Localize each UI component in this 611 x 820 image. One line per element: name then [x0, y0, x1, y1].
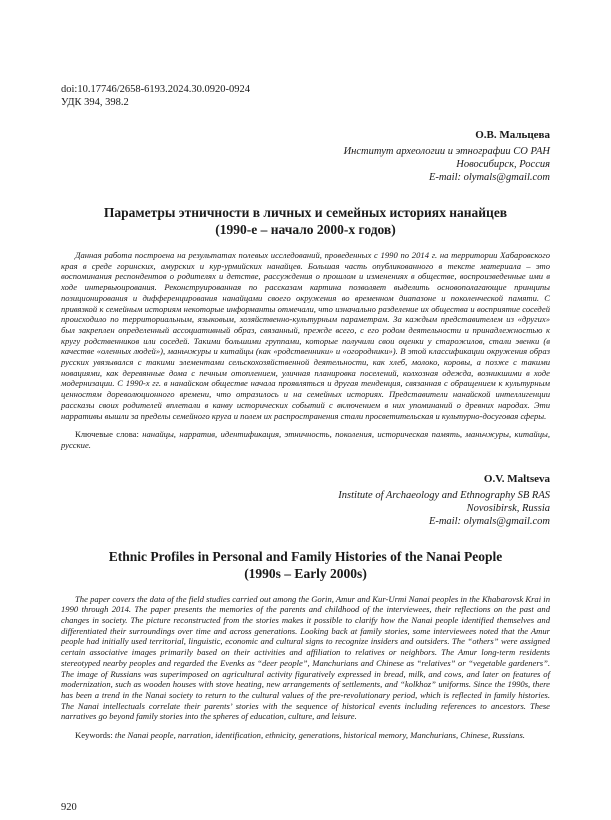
title-ru-line1: Параметры этничности в личных и семейных историях нанайцев — [103, 205, 508, 220]
keywords-label-ru: Ключевые слова: — [75, 429, 139, 440]
article-page — [61, 83, 550, 741]
email-ru: E-mail: olymals@gmail.com — [428, 172, 550, 183]
page-number: 920 — [61, 802, 77, 813]
title-en-line1: Ethnic Profiles in Personal and Family Histories of the Nanai People — [108, 548, 503, 564]
title-en-line2: (1990s – Early 2000s) — [244, 565, 367, 581]
city-ru: Новосибирск, Россия — [456, 159, 550, 170]
keywords-label-en: Keywords: — [75, 730, 113, 741]
keywords-text-ru: нанайцы, нарратив, идентификация, этничность, поколения, историческая память, маньчжуры, китайцы, русские. — [61, 429, 550, 450]
abstract-en: The paper covers the data of the field studies carried out among the Gorin, Amur and Kur-Urmi Nanai peoples in the Khabarovsk Krai in 1990 through 2014. The paper presents the memories of the parents and childhood of the interviewees, their reflections on the past and changes in society. The picture reconstructed from the stories makes it possible to clarify how the Nanai people identified themselves and differentiated their surroundings over time and across generations. Looking back at family stories, some interviewees noted that the Amur people had initially used territorial, linguistic, economic and cultural signs to recognize insiders and outsiders. The “others” were assigned certain associative images primarily based on their activities and affiliation to relatives or neighbors. The Amur long-term residents stereotyped nearby peoples and regarded the Evenks as “deer people”, Manchurians and Chinese as “relatives” or “vegetable gardeners”. The image of Russians was superimposed on agricultural activity figuratively expressed in bread, milk, and cows, and later on features of modernization, such as wooden houses with stove heating, new arrangements of settlements, and “kolkhoz” uniforms. Since the 1990s, there has been a trend in the Nanai society to return to the cultural values of the pre-revolutionary period, which is reflected in family histories. The Nanai intellectuals correlate their parents’ stories with the sequence of historical events including references to ancestors. These narratives go beyond family stories into the spheres of education, culture, and leisure. — [61, 593, 550, 722]
abstract-ru: Данная работа построена на результатах полевых исследований, проведенных с 1990 по 2014 г. на территории Хабаровского края в среде горинских, амурских и кур-урмийских нанайцев. Большая часть опубликованного в тексте материала – это воспоминания респондентов о родителях и детстве, рассуждения о прошлом и изменениях в обществе, воспроизведенные ими в ходе интервьюирования. Реконструированная по рассказам картина позволяет выделить основополагающие принципы позиционирования и дифференцирования нанайцами своего окружения во временном диапазоне и поколенческой памяти. С привязкой к семейным историям некоторые информанты отмечали, что изначально разделение их общества и восприятие соседей происходило по территориальным, языковым, хозяйственно-культурным параметрам. За каждым представителем из «других» был закреплен определенный ассоциативный образ, связанный, прежде всего, с его родом деятельности и принадлежностью к кругу родственников или соседей. Такими большими группами, которые получили свои оценки у старожилов, стали эвенки (в качестве «оленных людей»), маньчжуры и китайцы (как «родственники» и «огородники»). В этой классификации окружения образ русских увязывался с такими элементами сельскохозяйственной деятельности, как хлеб, молоко, коровы, а позже с такими новациями, как деревянные дома с печным отоплением, уличная планировка поселений, колхозная одежда, возникшими в ходе модернизации. С 1990-х гг. в нанайском обществе начала проявляться и другая тенденция, связанная с обращением к культурным ценностям дореволюционного времени, что отразилось и на семейных историях. Представители нанайской интеллигенции рассказы своих родителей вплетали в канву исторических событий с включением в них упоминаний о древних народах. Эти нарративы вышли за пределы семейного круга и полем их распространения стали просветительская и культурно-досуговая сферы. — [61, 250, 550, 421]
keywords-ru — [61, 429, 550, 450]
author-ru: О.В. Мальцева — [475, 129, 550, 141]
title-en — [61, 548, 550, 582]
title-ru — [61, 204, 550, 238]
keywords-text-en: the Nanai people, narration, identification, ethnicity, generations, historical memory, Manchurians, Chinese, Russians. — [114, 730, 525, 741]
affiliation-ru — [61, 145, 550, 184]
title-ru-line2: (1990-е – начало 2000-х годов) — [215, 222, 396, 237]
email-en: E-mail: olymals@gmail.com — [428, 515, 550, 527]
author-en: O.V. Maltseva — [483, 472, 550, 485]
doi-line: doi:10.17746/2658-6193.2024.30.0920-0924 — [61, 84, 250, 95]
udk-line: УДК 394, 398.2 — [61, 97, 129, 108]
institute-ru: Институт археологии и этнографии СО РАН — [343, 146, 550, 157]
affiliation-en — [61, 489, 550, 528]
institute-en: Institute of Archaeology and Ethnography SB RAS — [338, 489, 550, 501]
city-en: Novosibirsk, Russia — [466, 502, 550, 514]
keywords-en — [61, 730, 550, 741]
